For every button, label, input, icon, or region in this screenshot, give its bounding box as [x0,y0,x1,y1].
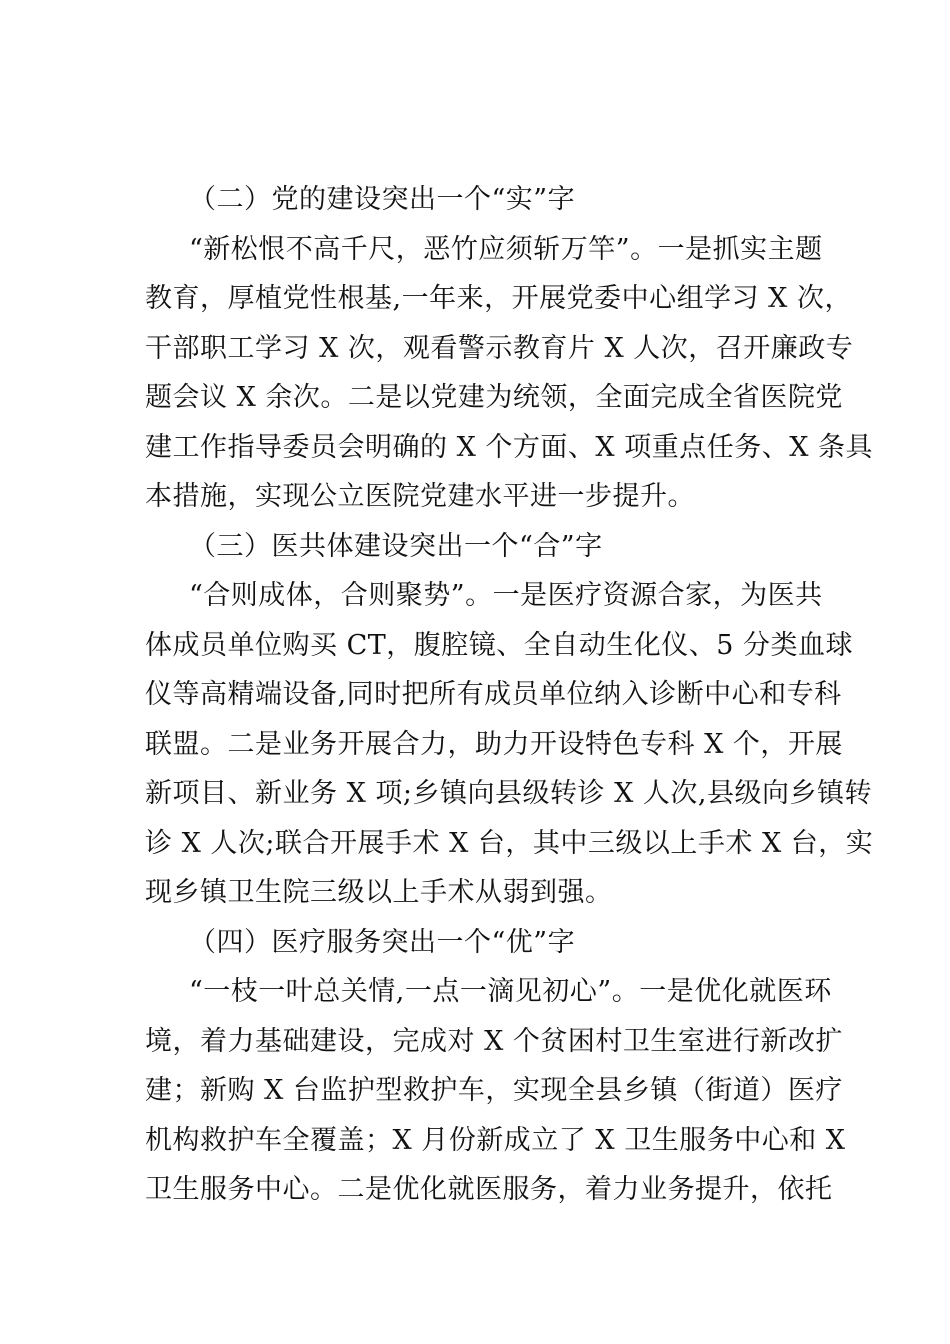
section-heading-medical-service: （四）医疗服务突出一个“优”字 [189,926,576,958]
paragraph-line: 现乡镇卫生院三级以上手术从弱到强。 [145,877,613,908]
paragraph-line: 诊 X 人次;联合开展手术 X 台，其中三级以上手术 X 台，实 [145,827,874,859]
paragraph-line: 本措施，实现公立医院党建水平进一步提升。 [145,481,695,512]
paragraph-line: 建；新购 X 台监护型救护车，实现全县乡镇（街道）医疗 [145,1075,843,1106]
paragraph-line: 教育，厚植党性根基,一年来，开展党委中心组学习 X 次， [145,283,852,314]
section-heading-party-building: （二）党的建设突出一个“实”字 [189,184,576,215]
paragraph-line: “一枝一叶总关情,一点一滴见初心”。一是优化就医环 [189,976,832,1007]
paragraph-line: 体成员单位购买 CT，腹腔镜、全自动生化仪、5 分类血球 [145,629,854,661]
paragraph-line: 境，着力基础建设，完成对 X 个贫困村卫生室进行新改扩 [145,1025,843,1057]
section-heading-medical-community: （三）医共体建设突出一个“合”字 [189,530,603,562]
paragraph-line: 机构救护车全覆盖；X 月份新成立了 X 卫生服务中心和 X [145,1124,846,1156]
paragraph-line: 建工作指导委员会明确的 X 个方面、X 项重点任务、X 条具 [145,431,873,463]
paragraph-line: 联盟。二是业务开展合力，助力开设特色专科 X 个，开展 [145,728,843,760]
paragraph-line: 题会议 X 余次。二是以党建为统领，全面完成全省医院党 [145,382,843,413]
paragraph-line: 卫生服务中心。二是优化就医服务，着力业务提升，依托 [145,1174,833,1205]
paragraph-line: “合则成体，合则聚势”。一是医疗资源合家，为医共 [189,580,823,611]
paragraph-line: “新松恨不高千尺，恶竹应须斩万竿”。一是抓实主题 [189,233,823,265]
document-body [145,175,874,1215]
paragraph-line: 仪等高精端设备,同时把所有成员单位纳入诊断中心和专科 [145,679,842,710]
paragraph-line: 干部职工学习 X 次，观看警示教育片 X 人次，召开廉政专 [145,332,854,364]
paragraph-line: 新项目、新业务 X 项;乡镇向县级转诊 X 人次,县级向乡镇转 [145,778,872,809]
